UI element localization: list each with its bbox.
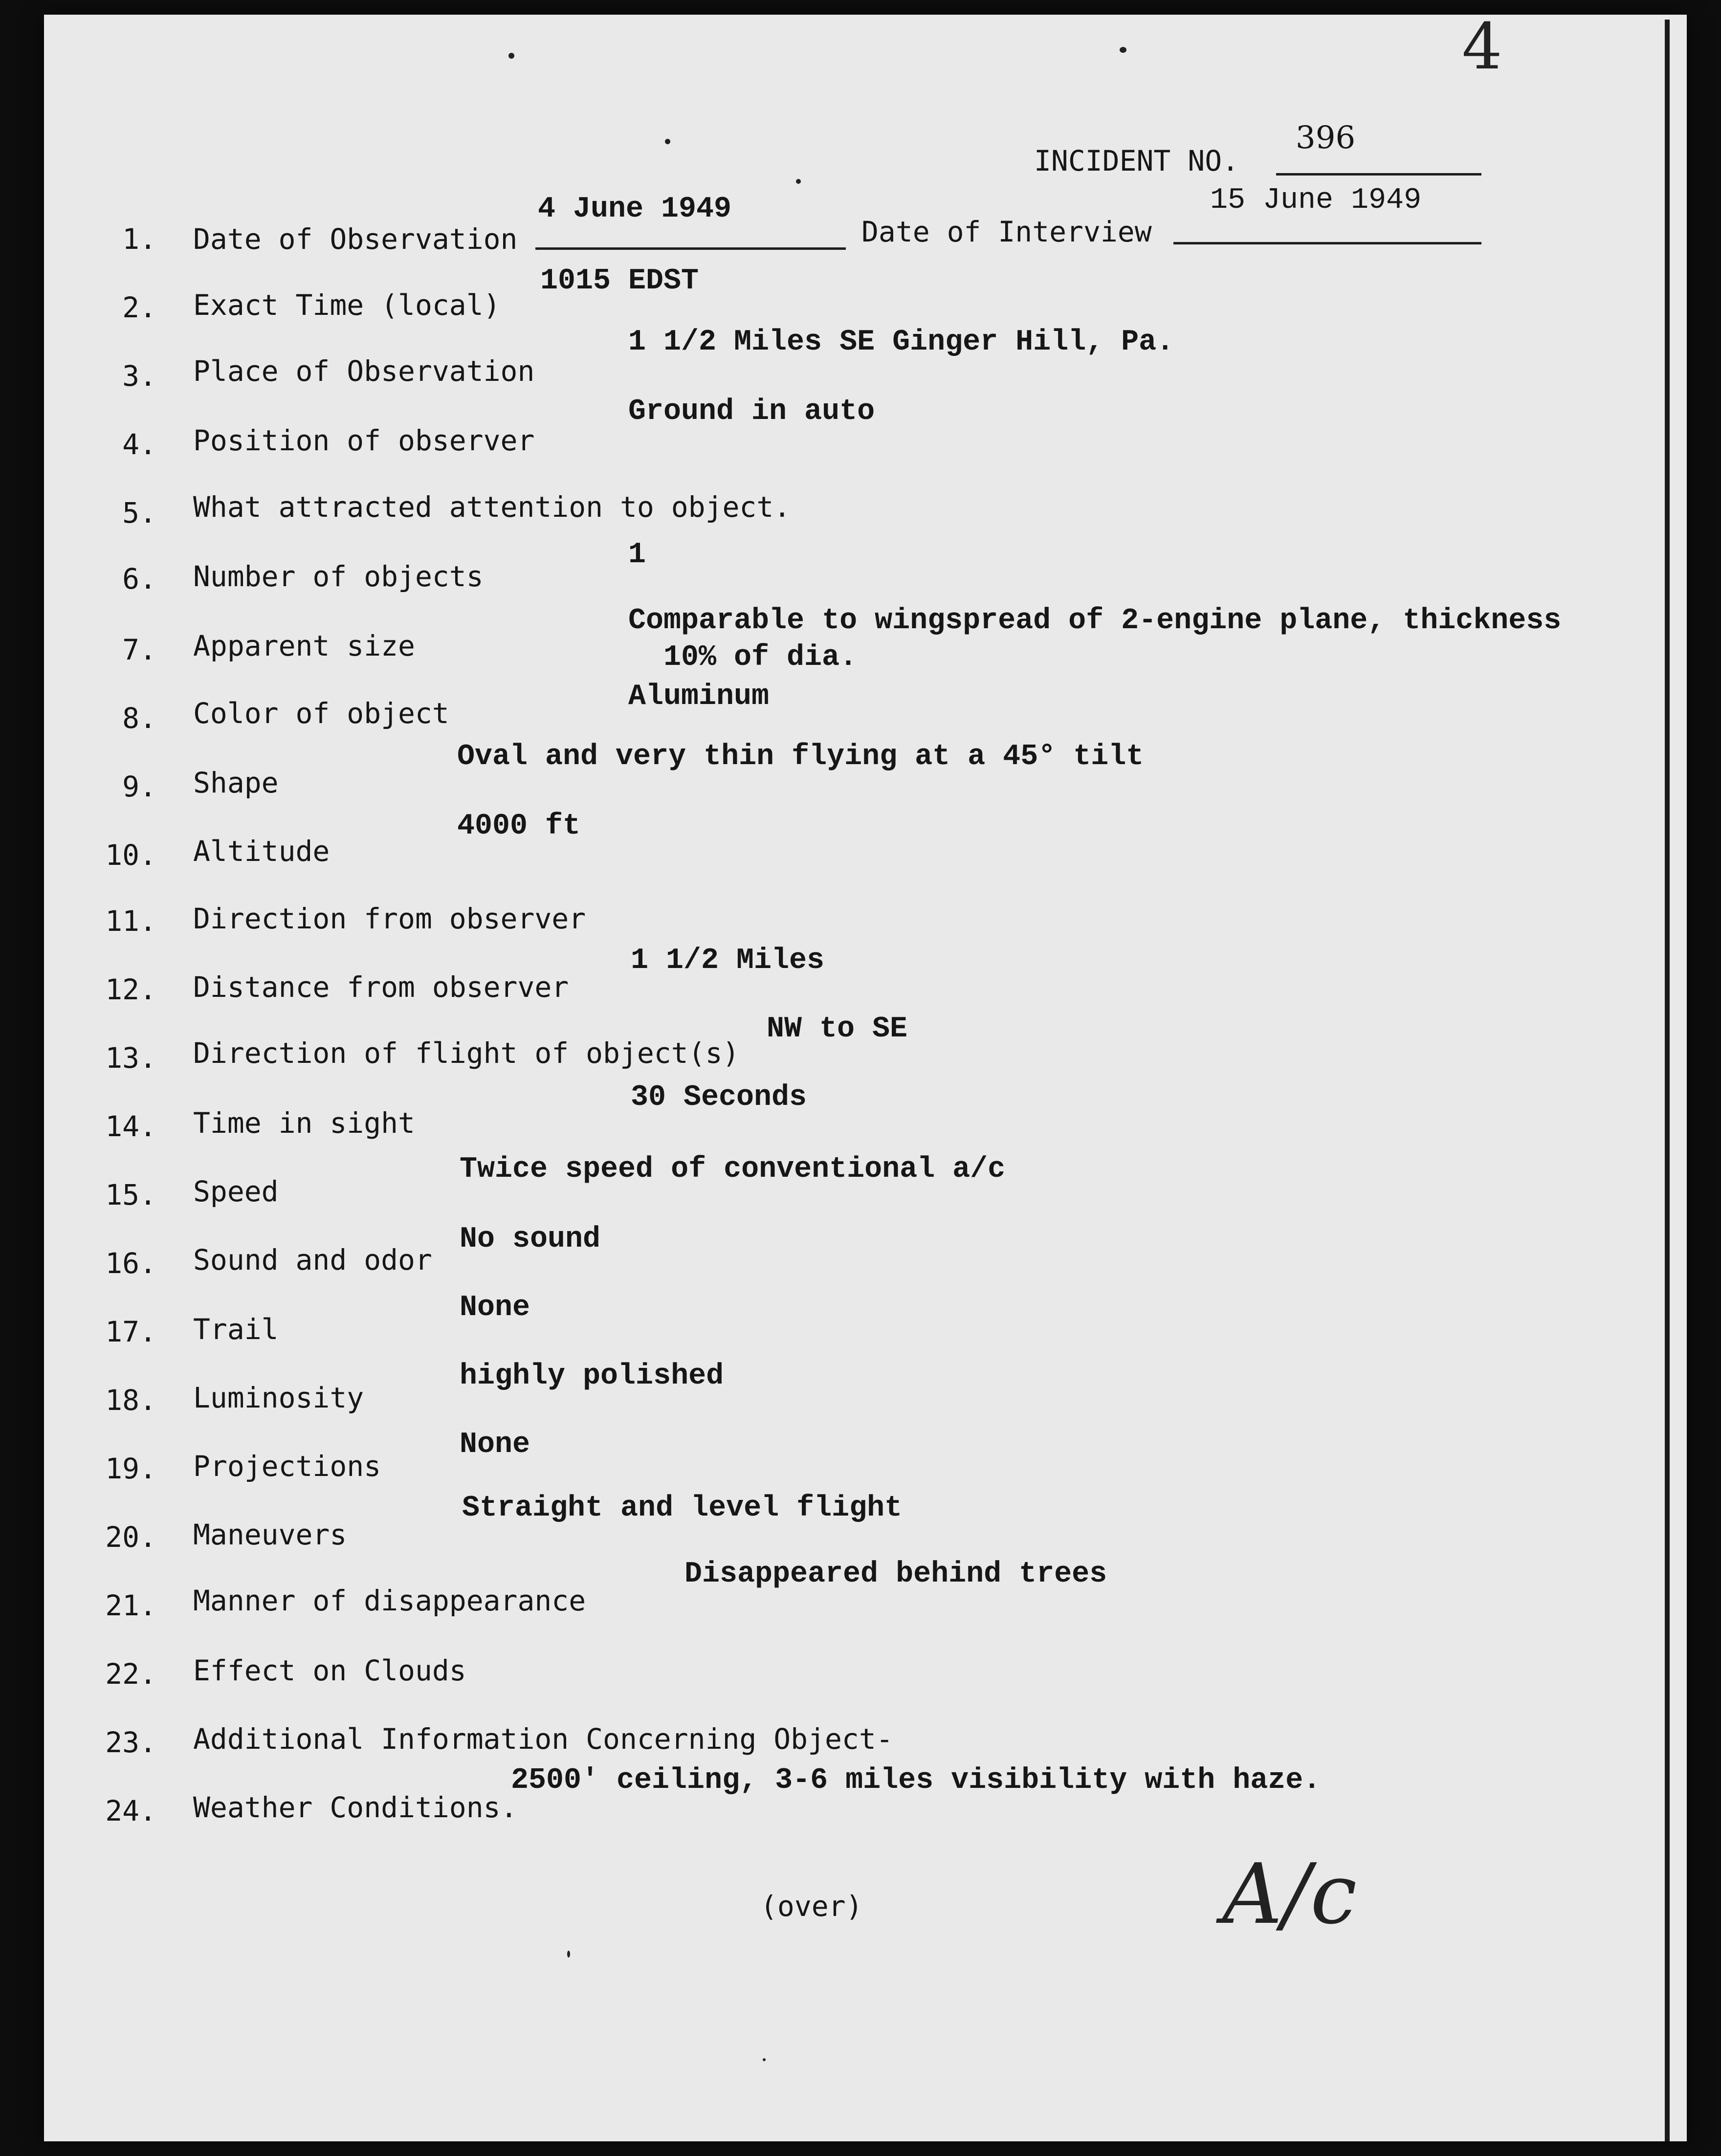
item-label-17: Trail (193, 1313, 279, 1346)
date-of-interview-value: 15 June 1949 (1210, 184, 1422, 217)
item-number-8: 8. (122, 702, 156, 735)
item-value-13: NW to SE (767, 1012, 908, 1046)
dust-speck (567, 1951, 570, 1958)
dust-speck (763, 2058, 766, 2061)
item-value-7: Comparable to wingspread of 2-engine plane, thickness (628, 604, 1562, 638)
item-label-7: Apparent size (193, 629, 415, 662)
date-of-observation-value: 4 June 1949 (538, 193, 732, 226)
date-of-interview-label: Date of Interview (861, 215, 1152, 248)
item-label-12: Distance from observer (193, 970, 569, 1004)
item-label-15: Speed (193, 1175, 279, 1208)
item-number-21: 21. (105, 1589, 156, 1622)
item-value-16: No sound (460, 1223, 601, 1256)
item-number-23: 23. (105, 1726, 156, 1759)
item-number-2: 2. (122, 291, 156, 324)
item-number-15: 15. (105, 1178, 156, 1211)
item-number-4: 4. (122, 428, 156, 461)
item-number-5: 5. (122, 496, 156, 529)
item-label-5: What attracted attention to object. (193, 490, 791, 524)
item-value-14: 30 Seconds (631, 1081, 807, 1114)
item-value-20: Straight and level flight (462, 1492, 903, 1525)
item-number-17: 17. (105, 1315, 156, 1348)
item-value-21: Disappeared behind trees (684, 1558, 1107, 1591)
item-label-10: Altitude (193, 835, 330, 868)
item-number-3: 3. (122, 359, 156, 393)
over-note: (over) (760, 1890, 863, 1923)
item-number-1: 1. (122, 222, 156, 256)
dust-speck (796, 179, 801, 184)
item-value-10: 4000 ft (457, 810, 581, 843)
item-label-13: Direction of flight of object(s) (193, 1036, 740, 1070)
date-of-observation-label: Date of Observation (193, 222, 518, 256)
item-number-19: 19. (105, 1452, 156, 1485)
dust-speck (665, 139, 670, 144)
date-of-interview-underline (1173, 242, 1481, 244)
item-value-4: Ground in auto (628, 395, 875, 428)
item-number-7: 7. (122, 633, 156, 666)
incident-label: INCIDENT NO. (1034, 144, 1239, 177)
corner-page-mark: 4 (1462, 9, 1502, 84)
item-number-18: 18. (105, 1384, 156, 1417)
item-label-4: Position of observer (193, 424, 535, 457)
item-value-2: 1015 EDST (540, 264, 699, 298)
item-label-20: Maneuvers (193, 1518, 347, 1551)
item-value-18: highly polished (460, 1360, 724, 1393)
item-number-9: 9. (122, 770, 156, 803)
date-of-observation-underline (535, 247, 846, 250)
item-value-8: Aluminum (628, 680, 770, 713)
incident-number: 396 (1296, 120, 1356, 156)
item-number-20: 20. (105, 1520, 156, 1554)
paper-right-edge-shadow (1665, 20, 1670, 2141)
item-value-24: 2500' ceiling, 3-6 miles visibility with haze. (511, 1764, 1321, 1797)
item-value-12: 1 1/2 Miles (631, 944, 825, 977)
item-label-2: Exact Time (local) (193, 288, 501, 322)
item-value-6: 1 (628, 538, 646, 572)
item-number-10: 10. (105, 838, 156, 872)
handwritten-ac-note: A/c (1222, 1846, 1357, 1943)
dust-speck (508, 53, 514, 59)
item-value-15: Twice speed of conventional a/c (460, 1153, 1006, 1186)
item-number-13: 13. (105, 1041, 156, 1075)
item-value-3: 1 1/2 Miles SE Ginger Hill, Pa. (628, 326, 1174, 359)
item-number-14: 14. (105, 1110, 156, 1143)
item-label-16: Sound and odor (193, 1243, 432, 1276)
item-label-9: Shape (193, 766, 279, 799)
item-label-3: Place of Observation (193, 354, 535, 388)
item-label-21: Manner of disappearance (193, 1584, 586, 1617)
item-label-8: Color of object (193, 697, 449, 730)
item-label-14: Time in sight (193, 1106, 415, 1140)
item-label-11: Direction from observer (193, 902, 586, 935)
item-number-6: 6. (122, 562, 156, 595)
item-value-19: None (460, 1428, 530, 1461)
item-number-24: 24. (105, 1794, 156, 1827)
item-value-7-continued: 10% of dia. (663, 641, 858, 674)
item-number-12: 12. (105, 973, 156, 1006)
item-label-19: Projections (193, 1450, 381, 1483)
item-number-16: 16. (105, 1247, 156, 1280)
item-label-24: Weather Conditions. (193, 1791, 518, 1824)
item-label-6: Number of objects (193, 560, 484, 593)
item-label-23: Additional Information Concerning Object- (193, 1722, 893, 1756)
item-value-17: None (460, 1291, 530, 1324)
dust-speck (1120, 47, 1126, 53)
item-label-22: Effect on Clouds (193, 1654, 466, 1687)
item-number-11: 11. (105, 904, 156, 938)
item-value-9: Oval and very thin flying at a 45° tilt (457, 740, 1144, 773)
item-label-18: Luminosity (193, 1381, 364, 1414)
incident-number-underline (1276, 173, 1481, 176)
item-number-22: 22. (105, 1657, 156, 1691)
